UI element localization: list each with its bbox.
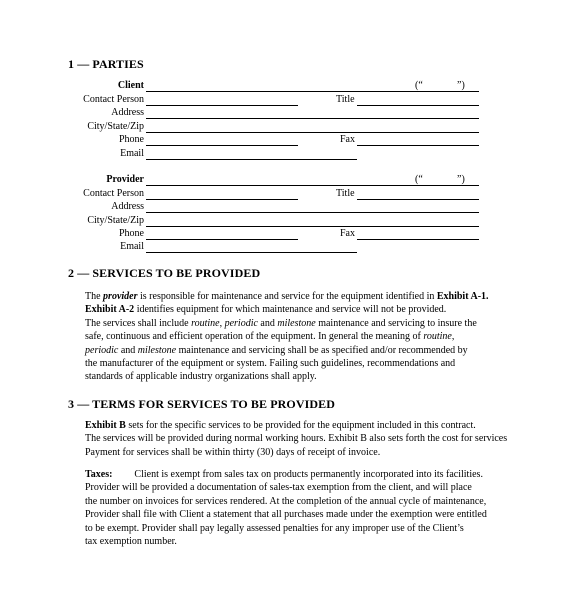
client-address-field[interactable] xyxy=(146,118,479,119)
client-title-label: Title xyxy=(336,94,355,105)
provider-address-label: Address xyxy=(111,201,144,212)
client-fax-label: Fax xyxy=(340,134,355,145)
client-paren-close: ”) xyxy=(457,80,465,91)
client-fax-field[interactable] xyxy=(357,145,479,146)
client-address-label: Address xyxy=(111,107,144,118)
provider-fax-label: Fax xyxy=(340,228,355,239)
taxes-line-4: Provider shall file with Client a statement that all purchases made under the exemption were entitled xyxy=(85,509,487,521)
provider-label: Provider xyxy=(106,174,144,185)
client-phone-field[interactable] xyxy=(146,145,298,146)
client-contact-person-field[interactable] xyxy=(146,105,298,106)
taxes-line-3: the number on invoices for services rendered. At the completion of the annual cycle of maintenance, xyxy=(85,495,487,507)
client-paren-open: (“ xyxy=(415,80,423,91)
provider-contact-person-label: Contact Person xyxy=(83,188,144,199)
provider-paren-open: (“ xyxy=(415,174,423,185)
client-city-state-zip-field[interactable] xyxy=(146,132,479,133)
taxes-label: Taxes: xyxy=(85,469,113,480)
services-paragraph xyxy=(85,290,489,384)
provider-phone-label: Phone xyxy=(119,228,144,239)
services-line-7: standards of applicable industry organizations shall apply. xyxy=(85,371,317,383)
client-title-field[interactable] xyxy=(357,105,479,106)
taxes-paragraph xyxy=(85,468,487,548)
provider-city-state-zip-field[interactable] xyxy=(146,226,479,227)
client-email-label: Email xyxy=(120,148,144,159)
terms-line-2: The services will be provided during normal working hours. Exhibit B also sets forth the cost for services xyxy=(85,433,508,445)
client-contact-person-label: Contact Person xyxy=(83,94,144,105)
provider-phone-field[interactable] xyxy=(146,239,298,240)
taxes-line-1: Taxes: Client is exempt from sales tax on products permanently incorporated into its facilities. xyxy=(85,469,483,480)
services-line-1: The provider is responsible for maintenance and service for the equipment identified in Exhibit A-1. xyxy=(85,291,489,302)
provider-fax-field[interactable] xyxy=(357,239,479,240)
client-phone-label: Phone xyxy=(119,134,144,145)
provider-email-field[interactable] xyxy=(146,252,357,253)
client-email-field[interactable] xyxy=(146,159,357,160)
services-line-4: safe, continuous and efficient operation of the equipment. In general the meaning of routine, xyxy=(85,331,455,343)
provider-title-label: Title xyxy=(336,188,355,199)
services-line-6: the manufacturer of the equipment or system. Failing such guidelines, recommendations and xyxy=(85,358,456,370)
section-heading-terms: 3 — TERMS FOR SERVICES TO BE PROVIDED xyxy=(68,397,336,411)
terms-paragraph xyxy=(85,419,507,459)
client-name-field[interactable] xyxy=(146,91,479,92)
taxes-line-5: to be exempt. Provider shall pay legally assessed penalties for any improper use of the Client’s xyxy=(85,522,464,534)
section-heading-services: 2 — SERVICES TO BE PROVIDED xyxy=(68,266,261,280)
provider-city-state-zip-label: City/State/Zip xyxy=(87,215,144,226)
terms-line-3: Payment for services shall be within thirty (30) days of receipt of invoice. xyxy=(85,446,381,458)
provider-paren-close: ”) xyxy=(457,174,465,185)
services-line-5: periodic and milestone maintenance and servicing shall be as specified and/or recommended by xyxy=(85,344,468,356)
provider-name-field[interactable] xyxy=(146,185,479,186)
provider-email-label: Email xyxy=(120,241,144,252)
provider-title-field[interactable] xyxy=(357,199,479,200)
client-label: Client xyxy=(117,80,144,91)
provider-address-field[interactable] xyxy=(146,212,479,213)
client-city-state-zip-label: City/State/Zip xyxy=(87,121,144,132)
provider-contact-person-field[interactable] xyxy=(146,199,298,200)
services-line-3: The services shall include routine, periodic and milestone maintenance and servicing to insure the xyxy=(85,317,477,329)
services-line-2: Exhibit A-2 identifies equipment for which maintenance and service will not be provided. xyxy=(85,304,447,316)
taxes-line-6: tax exemption number. xyxy=(85,536,177,548)
section-heading-parties: 1 — PARTIES xyxy=(68,57,144,71)
taxes-line-2: Provider will be provided a documentation of sales-tax exemption from the client, and will place xyxy=(85,482,472,494)
terms-line-1: Exhibit B sets for the specific services to be provided for the equipment included in this contract. xyxy=(85,420,476,431)
